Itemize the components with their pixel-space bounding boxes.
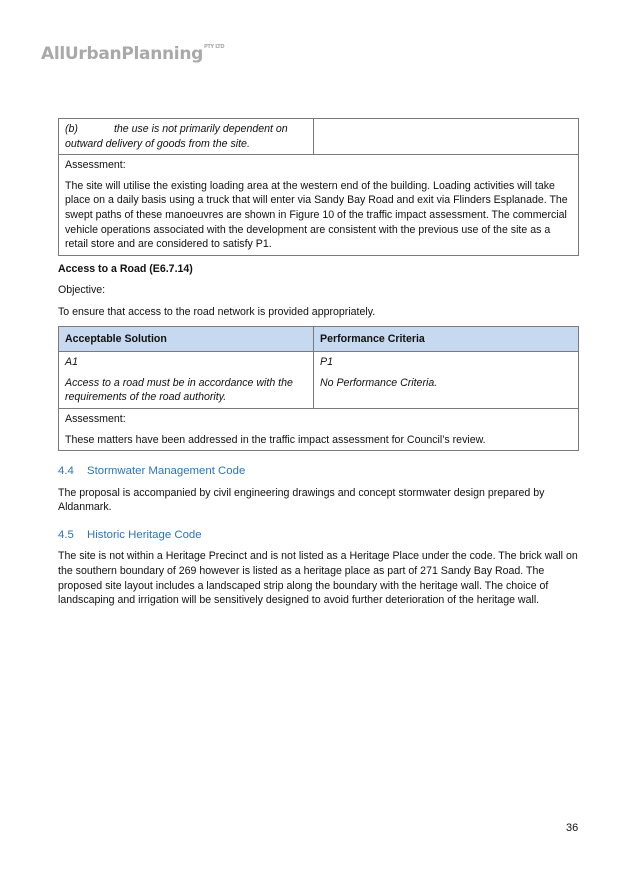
stormwater-paragraph: The proposal is accompanied by civil engineering drawings and concept stormwater design prepared by Aldanmark. (58, 486, 545, 514)
acceptable-solution-cell (59, 352, 314, 409)
section-heading-4-5 (58, 528, 579, 543)
a-code: A1 (65, 356, 78, 369)
assessment-text: The site will utilise the existing loading area at the western end of the building. Loading activities will take place on a daily basis using a truck that will enter via Sandy Bay Road and exit via Flinders Esplanade. The swept paths of these manoeuvres are shown in Figure 10 of the traffic impact assessment. The commercial vehicle operations associated with the development are consistent with the previous use of the site as a retail store and are considered to satisfy P1. (65, 179, 568, 251)
a-text: Access to a road must be in accordance with the requirements of the road authority. (65, 376, 293, 404)
criterion-b-cell (59, 119, 314, 155)
page-number: 36 (566, 822, 579, 834)
section-number: 4.5 (58, 528, 74, 541)
empty-cell (314, 119, 579, 155)
criterion-label: (b) (65, 123, 78, 135)
section-number: 4.4 (58, 465, 74, 478)
logo-text: AllUrbanPlanning (41, 44, 204, 64)
section-heading-4-4 (58, 464, 579, 479)
objective-label: Objective: (58, 284, 106, 297)
performance-criteria-cell (314, 352, 579, 409)
section-title: Stormwater Management Code (87, 465, 246, 478)
col-acceptable-solution: Acceptable Solution (59, 326, 314, 352)
access-heading: Access to a Road (E6.7.14) (58, 262, 193, 275)
document-body (58, 118, 579, 608)
heritage-paragraph: The site is not within a Heritage Precinct and is not listed as a Heritage Place under the code. The brick wall on the southern boundary of 269 however is listed as a heritage place as part of 271 Sandy Bay Road. The proposed site layout includes a landscaped strip along the boundary with the heritage wall. The choice of landscaping and irrigation will be sensitively designed to avoid further deterioration of the heritage wall. (58, 550, 578, 607)
loading-table (58, 118, 579, 256)
p-code: P1 (320, 356, 333, 369)
logo-mark: PTY LTD (204, 44, 225, 50)
p-text: No Performance Criteria. (320, 376, 438, 389)
company-logo (41, 44, 224, 64)
section-title: Historic Heritage Code (87, 528, 202, 541)
access-table (58, 326, 579, 452)
objective-text: To ensure that access to the road network is provided appropriately. (58, 305, 376, 318)
assessment-label: Assessment: (65, 159, 126, 172)
assessment-label: Assessment: (65, 412, 126, 425)
col-performance-criteria: Performance Criteria (314, 326, 579, 352)
access-assessment-cell (59, 408, 579, 450)
assessment-text: These matters have been addressed in the traffic impact assessment for Council’s review. (65, 433, 486, 446)
loading-assessment-cell (59, 155, 579, 256)
criterion-text: the use is not primarily dependent on outward delivery of goods from the site. (65, 123, 288, 150)
